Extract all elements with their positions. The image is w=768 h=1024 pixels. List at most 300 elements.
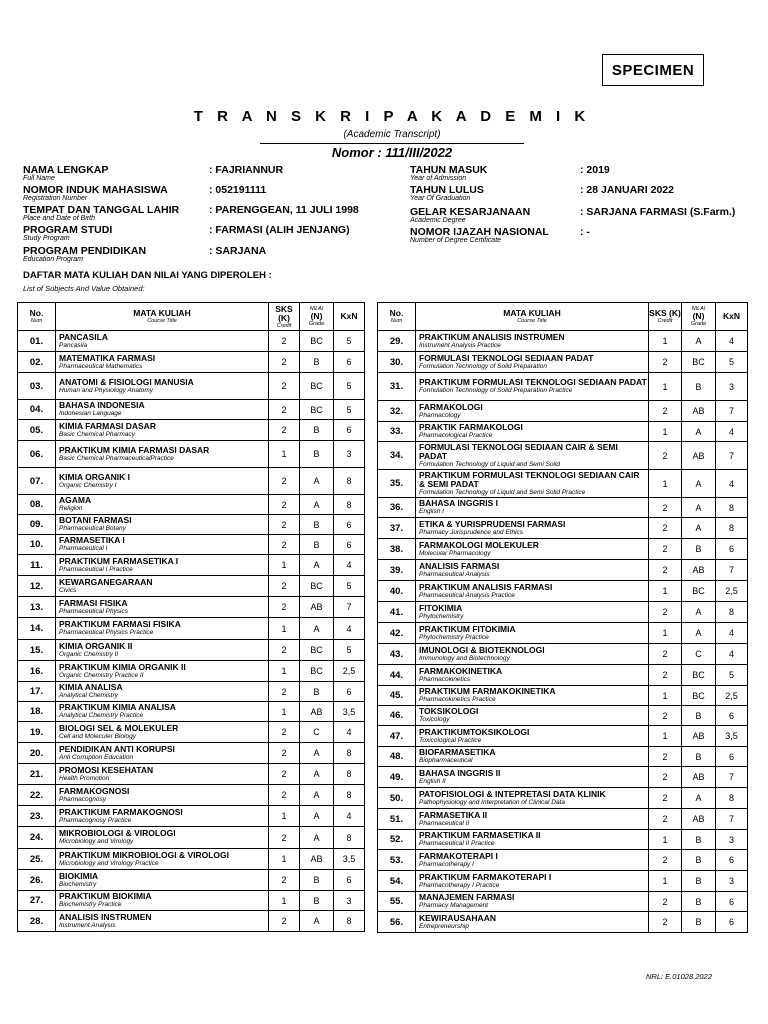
course-english-name: Basic Chemical Pharmacy — [59, 430, 135, 438]
grade-value: B — [300, 870, 334, 891]
course-cell — [416, 581, 649, 602]
table-row — [18, 785, 365, 806]
row-number: 47. — [378, 726, 416, 747]
course-english-name: Instrument Analysis — [59, 921, 116, 929]
course-cell — [56, 576, 269, 597]
table-row — [18, 495, 365, 515]
kxn-value: 6 — [716, 539, 748, 560]
student-info-left — [23, 164, 373, 264]
credit-value: 2 — [269, 827, 300, 849]
row-number: 50. — [378, 788, 416, 809]
credit-value: 2 — [649, 665, 682, 686]
grade-value: A — [682, 498, 716, 518]
kxn-value: 6 — [334, 420, 365, 441]
credit-value: 1 — [649, 830, 682, 850]
course-cell — [56, 870, 269, 891]
course-name: FARMAKOKINETIKA — [419, 665, 503, 676]
row-number: 15. — [18, 640, 56, 661]
header-kxn-text: KxN — [722, 311, 740, 321]
kxn-value: 5 — [334, 400, 365, 420]
info-label: PROGRAM PENDIDIKAN — [23, 245, 147, 257]
course-english-name: Pharmaceutical I Practice — [59, 565, 133, 573]
kxn-value: 8 — [334, 827, 365, 849]
course-name: PATOFISIOLOGI & INTEPRETASI DATA KLINIK — [419, 788, 606, 799]
kxn-value: 3 — [716, 373, 748, 401]
course-cell — [416, 498, 649, 518]
table-row — [18, 743, 365, 764]
table-row — [378, 850, 748, 871]
row-number: 26. — [18, 870, 56, 891]
row-number: 17. — [18, 682, 56, 702]
grade-value: A — [300, 468, 334, 495]
course-cell — [416, 470, 649, 498]
table-row — [378, 747, 748, 767]
table-row — [378, 623, 748, 644]
subjects-subheading: List of Subjects And Value Obtained: — [23, 284, 145, 293]
kxn-value: 7 — [716, 560, 748, 581]
course-name: PRAKTIKUM ANALISIS FARMASI — [419, 581, 553, 592]
row-number: 45. — [378, 686, 416, 706]
kxn-value: 5 — [716, 665, 748, 686]
row-number: 11. — [18, 555, 56, 576]
grade-value: AB — [682, 401, 716, 422]
row-number: 01. — [18, 331, 56, 352]
course-english-name: Indonesian Language — [59, 410, 122, 417]
course-english-name: Pharmaceutical II Practice — [419, 840, 495, 847]
grade-value: B — [682, 373, 716, 401]
header-grade-text: NILAI — [309, 306, 324, 312]
course-english-name: Entrepreneurship — [419, 922, 469, 930]
document-number: Nomor : 111/III/2022 — [331, 145, 453, 160]
course-name: BIOFARMASETIKA — [419, 747, 496, 757]
info-sub: Year Of Graduation — [410, 195, 471, 202]
header-course-title-text: MATA KULIAH — [503, 308, 561, 318]
grade-value: BC — [300, 576, 334, 597]
header-no-text: Num — [390, 318, 403, 324]
header-course-title — [56, 303, 269, 331]
course-english-name: Pharmacological Practice — [419, 432, 493, 439]
kxn-value: 8 — [334, 911, 365, 932]
header-credit — [649, 303, 682, 331]
course-english-name: Biochemistry — [59, 880, 97, 888]
course-english-name: Organic Chemistry Practice II — [59, 671, 144, 679]
row-number: 29. — [378, 331, 416, 352]
credit-value: 2 — [649, 401, 682, 422]
header-credit-text: Credit — [276, 322, 292, 329]
row-number: 09. — [18, 515, 56, 535]
course-name: PRAKTIKUM FITOKIMIA — [419, 623, 516, 634]
row-number: 03. — [18, 373, 56, 400]
table-row — [18, 682, 365, 702]
info-value: : 2019 — [580, 164, 610, 176]
header-no — [378, 303, 416, 331]
table-row — [378, 602, 748, 623]
course-english-name: Pharmacokinetics Practice — [419, 696, 496, 703]
table-row — [18, 806, 365, 827]
kxn-value: 7 — [334, 597, 365, 618]
row-number: 13. — [18, 597, 56, 618]
course-name: KIMIA ANALISA — [59, 682, 123, 692]
course-english-name: Microbiology and Virology Practice — [59, 859, 159, 867]
course-cell — [416, 706, 649, 726]
info-sub: Academic Degree — [410, 217, 466, 224]
course-cell — [416, 665, 649, 686]
row-number: 05. — [18, 420, 56, 441]
row-number: 46. — [378, 706, 416, 726]
kxn-value: 7 — [716, 767, 748, 788]
grade-value: B — [300, 682, 334, 702]
kxn-value: 7 — [716, 401, 748, 422]
kxn-value: 8 — [334, 764, 365, 785]
course-cell — [56, 702, 269, 722]
course-cell — [416, 401, 649, 422]
row-number: 44. — [378, 665, 416, 686]
row-number: 07. — [18, 468, 56, 495]
info-sub: Number of Degree Certificate — [410, 237, 502, 244]
course-english-name: Formulation Technology of Liquid and Semi Solid Practice — [419, 488, 586, 496]
course-name: FARMAKOTERAPI I — [419, 850, 498, 861]
course-cell — [56, 911, 269, 932]
credit-value: 2 — [269, 515, 300, 535]
document-subtitle: (Academic Transcript) — [343, 129, 441, 140]
header-no-text: No. — [389, 308, 404, 318]
table-row — [18, 891, 365, 911]
grade-value: BC — [300, 661, 334, 682]
credit-value: 2 — [649, 498, 682, 518]
grade-value: B — [300, 515, 334, 535]
kxn-value: 5 — [334, 331, 365, 352]
course-english-name: Pharmacology — [419, 411, 461, 419]
course-name: FARMASETIKA I — [59, 535, 125, 545]
course-english-name: Pharmaceutical Physics — [59, 607, 128, 615]
course-cell — [56, 373, 269, 400]
row-number: 56. — [378, 912, 416, 933]
course-name: FARMAKOLOGI MOLEKULER — [419, 539, 539, 550]
course-cell — [416, 871, 649, 892]
row-number: 22. — [18, 785, 56, 806]
table-row — [378, 442, 748, 470]
credit-value: 2 — [269, 576, 300, 597]
course-english-name: Pharmacotherapy I — [419, 860, 474, 868]
credit-value: 2 — [649, 788, 682, 809]
grade-value: C — [682, 644, 716, 665]
course-name: PRAKTIKUM BIOKIMIA — [59, 891, 152, 901]
table-row — [378, 373, 748, 401]
course-english-name: Phytochemistry — [419, 612, 464, 620]
table-row — [18, 400, 365, 420]
course-english-name: Toxicology — [419, 716, 450, 723]
kxn-value: 4 — [334, 722, 365, 743]
table-row — [378, 706, 748, 726]
credit-value: 2 — [269, 420, 300, 441]
credit-value: 1 — [269, 555, 300, 576]
table-row — [378, 686, 748, 706]
info-label: NAMA LENGKAP — [23, 164, 109, 176]
kxn-value: 4 — [334, 806, 365, 827]
course-english-name: Toxicological Practice — [419, 736, 482, 744]
grades-table-left — [17, 302, 365, 932]
table-row — [378, 518, 748, 539]
row-number: 38. — [378, 539, 416, 560]
grade-value: B — [300, 891, 334, 911]
kxn-value: 6 — [716, 892, 748, 912]
table-row — [378, 539, 748, 560]
course-cell — [56, 806, 269, 827]
course-name: FARMAKOLOGI — [419, 401, 483, 412]
course-name: KEWARGANEGARAAN — [59, 576, 153, 587]
grade-value: A — [300, 764, 334, 785]
kxn-value: 8 — [716, 788, 748, 809]
row-number: 27. — [18, 891, 56, 911]
info-sub: Study Program — [23, 235, 70, 242]
credit-value: 2 — [269, 495, 300, 515]
kxn-value: 8 — [334, 495, 365, 515]
header-credit-text: SKS (K) — [275, 303, 293, 323]
credit-value: 2 — [269, 597, 300, 618]
course-cell — [56, 535, 269, 555]
credit-value: 2 — [269, 468, 300, 495]
credit-value: 1 — [649, 581, 682, 602]
credit-value: 2 — [269, 373, 300, 400]
course-english-name: Pancasila — [59, 341, 88, 349]
course-english-name: Pharmaceutical Analysis Practice — [419, 591, 515, 599]
course-cell — [56, 682, 269, 702]
course-name: PRAKTIKUM FORMULASI TEKNOLOGI SEDIAAN PADAT — [419, 377, 647, 387]
header-course-title-text: Course Title — [147, 318, 177, 324]
header-no-text: Num — [30, 318, 43, 324]
grade-value: AB — [682, 726, 716, 747]
grade-value: A — [300, 743, 334, 764]
credit-value: 1 — [269, 806, 300, 827]
header-grade — [300, 303, 334, 331]
course-cell — [56, 468, 269, 495]
kxn-value: 4 — [334, 618, 365, 640]
course-english-name: Formulation Technology of Liquid and Semi Solid — [419, 460, 561, 468]
course-name: KIMIA ORGANIK II — [59, 640, 133, 651]
row-number: 30. — [378, 352, 416, 373]
credit-value: 1 — [269, 441, 300, 468]
course-english-name: English I — [419, 508, 444, 515]
student-info-right — [410, 164, 750, 254]
kxn-value: 6 — [334, 682, 365, 702]
table-row — [378, 830, 748, 850]
course-name: PANCASILA — [59, 331, 108, 342]
kxn-value: 4 — [716, 644, 748, 665]
course-english-name: Biopharmaceutical — [419, 757, 473, 764]
kxn-value: 5 — [334, 373, 365, 400]
row-number: 39. — [378, 560, 416, 581]
kxn-value: 7 — [716, 809, 748, 830]
table-row — [18, 468, 365, 495]
table-row — [378, 912, 748, 933]
credit-value: 2 — [269, 331, 300, 352]
table-row — [18, 640, 365, 661]
kxn-value: 4 — [716, 623, 748, 644]
table-row — [378, 352, 748, 373]
row-number: 43. — [378, 644, 416, 665]
course-name: FARMASETIKA II — [419, 809, 488, 820]
row-number: 37. — [378, 518, 416, 539]
kxn-value: 6 — [334, 870, 365, 891]
course-english-name: Phytochemistry Practice — [419, 633, 489, 641]
course-name: PRAKTIKUM KIMIA FARMASI DASAR — [59, 444, 210, 455]
header-credit-text: SKS (K) — [649, 308, 681, 318]
table-row — [18, 618, 365, 640]
credit-value: 2 — [649, 539, 682, 560]
credit-value: 1 — [649, 726, 682, 747]
course-english-name: Pathophysiology and Interpretation of Clinical Data — [419, 798, 565, 806]
grade-value: A — [300, 495, 334, 515]
kxn-value: 6 — [716, 850, 748, 871]
kxn-value: 8 — [334, 468, 365, 495]
table-row — [18, 911, 365, 932]
table-row — [18, 420, 365, 441]
table-row — [18, 722, 365, 743]
header-course-title — [416, 303, 649, 331]
header-no — [18, 303, 56, 331]
table-row — [378, 644, 748, 665]
row-number: 02. — [18, 352, 56, 373]
course-cell — [416, 788, 649, 809]
credit-value: 1 — [269, 891, 300, 911]
course-english-name: English II — [419, 777, 446, 785]
row-number: 54. — [378, 871, 416, 892]
course-english-name: Organic Chemistry II — [59, 650, 119, 658]
grade-value: A — [300, 618, 334, 640]
grade-value: A — [300, 827, 334, 849]
grade-value: B — [682, 892, 716, 912]
course-english-name: Formulation Technology of Solid Preparation Practice — [419, 387, 573, 394]
grade-value: AB — [682, 767, 716, 788]
row-number: 33. — [378, 422, 416, 442]
row-number: 04. — [18, 400, 56, 420]
table-row — [18, 535, 365, 555]
grade-value: B — [300, 352, 334, 373]
table-row — [18, 352, 365, 373]
course-name: BAHASA INGGRIS II — [419, 767, 501, 778]
table-row — [378, 422, 748, 442]
course-name: KIMIA FARMASI DASAR — [59, 420, 156, 431]
table-row — [378, 726, 748, 747]
course-name: MANAJEMEN FARMASI — [419, 892, 515, 902]
row-number: 12. — [18, 576, 56, 597]
grade-value: B — [682, 539, 716, 560]
course-cell — [416, 422, 649, 442]
course-cell — [56, 331, 269, 352]
kxn-value: 3,5 — [334, 702, 365, 722]
grade-value: BC — [682, 352, 716, 373]
info-sub: Education Program — [23, 256, 83, 263]
grade-value: BC — [300, 331, 334, 352]
grade-value: AB — [300, 597, 334, 618]
course-name: ANATOMI & FISIOLOGI MANUSIA — [59, 376, 194, 387]
kxn-value: 6 — [716, 747, 748, 767]
course-name: MIKROBIOLOGI & VIROLOGI — [59, 828, 176, 838]
course-cell — [416, 560, 649, 581]
credit-value: 2 — [269, 722, 300, 743]
table-row — [378, 665, 748, 686]
header-grade-text: (N) — [310, 311, 323, 321]
table-row — [378, 401, 748, 422]
row-number: 28. — [18, 911, 56, 932]
grade-value: B — [300, 441, 334, 468]
course-cell — [416, 892, 649, 912]
course-name: BOTANI FARMASI — [59, 515, 132, 525]
table-row — [378, 331, 748, 352]
grade-value: B — [682, 871, 716, 892]
kxn-value: 6 — [334, 535, 365, 555]
row-number: 21. — [18, 764, 56, 785]
course-cell — [416, 850, 649, 871]
kxn-value: 7 — [716, 442, 748, 470]
course-english-name: Pharmacotherapy I Practice — [419, 881, 500, 889]
kxn-value: 2,5 — [716, 581, 748, 602]
row-number: 35. — [378, 470, 416, 498]
row-number: 23. — [18, 806, 56, 827]
course-english-name: Pharmacy Jurisprudence and Ethics — [419, 528, 524, 536]
credit-value: 1 — [269, 849, 300, 870]
course-name: FITOKIMIA — [419, 602, 463, 613]
document-title: T R A N S K R I P A K A D E M I K — [193, 108, 591, 125]
credit-value: 2 — [649, 518, 682, 539]
course-name: PENDIDIKAN ANTI KORUPSI — [59, 743, 175, 754]
table-row — [378, 871, 748, 892]
row-number: 51. — [378, 809, 416, 830]
header-grade-text: Grade — [690, 321, 707, 327]
table-row — [18, 576, 365, 597]
grade-value: B — [682, 747, 716, 767]
course-cell — [416, 747, 649, 767]
table-row — [378, 581, 748, 602]
info-value: : SARJANA — [209, 245, 267, 257]
course-name: PROMOSI KESEHATAN — [59, 764, 154, 775]
table-row — [378, 560, 748, 581]
grade-value: B — [682, 912, 716, 933]
course-cell — [416, 726, 649, 747]
kxn-value: 6 — [716, 706, 748, 726]
credit-value: 2 — [269, 400, 300, 420]
course-name: FORMULASI TEKNOLOGI SEDIAAN CAIR & SEMI PADAT — [419, 441, 618, 461]
row-number: 55. — [378, 892, 416, 912]
kxn-value: 3 — [334, 441, 365, 468]
subjects-heading: DAFTAR MATA KULIAH DAN NILAI YANG DIPEROLEH : — [23, 270, 272, 281]
course-cell — [416, 352, 649, 373]
info-label: TEMPAT DAN TANGGAL LAHIR — [23, 204, 180, 216]
header-course-title-text: Course Title — [517, 318, 547, 324]
info-value: : SARJANA FARMASI (S.Farm.) — [580, 206, 736, 218]
course-name: PRAKTIKUM KIMIA ANALISA — [59, 702, 176, 712]
course-cell — [416, 644, 649, 665]
course-name: PRAKTIKUM FARMASI FISIKA — [59, 619, 181, 629]
credit-value: 1 — [649, 470, 682, 498]
course-english-name: Anti Corruption Education — [59, 753, 134, 761]
course-english-name: Pharmacokinetics — [419, 675, 471, 683]
info-value: : 052191111 — [209, 184, 267, 196]
header-grade-text: Grade — [308, 321, 325, 327]
credit-value: 2 — [649, 442, 682, 470]
info-label: PROGRAM STUDI — [23, 224, 113, 236]
table-row — [18, 555, 365, 576]
course-cell — [416, 373, 649, 401]
credit-value: 1 — [649, 331, 682, 352]
header-kxn — [716, 303, 748, 331]
course-cell — [416, 686, 649, 706]
table-row — [18, 515, 365, 535]
course-cell — [56, 764, 269, 785]
course-name: ANALISIS INSTRUMEN — [59, 911, 152, 922]
info-value: : PARENGGEAN, 11 JULI 1998 — [209, 204, 359, 216]
row-number: 10. — [18, 535, 56, 555]
